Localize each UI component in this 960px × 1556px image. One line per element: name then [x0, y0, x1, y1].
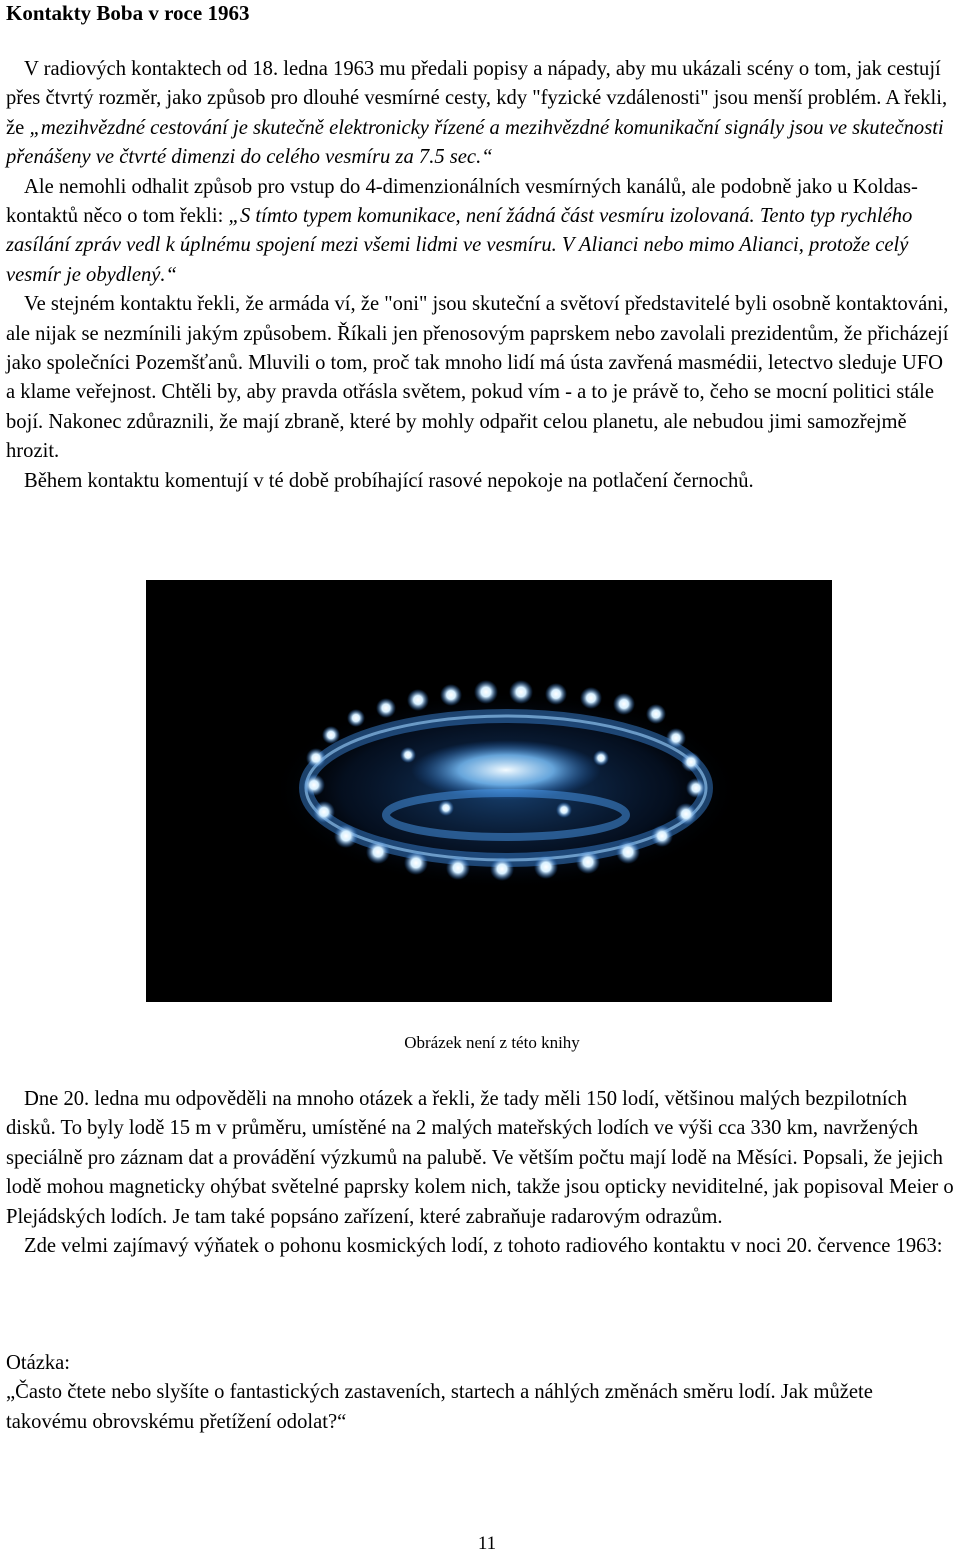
quote-interstellar-travel: „mezihvězdné cestování je skutečně elektronicky řízené a mezihvězdné komunikační signály jsou ve skutečnosti přenášeny ve čtvrté dimenzi do celého vesmíru za 7.5 sec.“: [6, 116, 944, 169]
paragraph-text: V radiových kontaktech od 18. ledna 1963 mu předali popisy a nápady, aby mu ukázali scény o tom, jak cestují přes čtvrtý rozměr, jako způsob pro dlouhé vesmírné cesty, kdy "fyzické vzdálenosti" jsou menší problém. A řekli, že: [6, 58, 948, 139]
paragraph-text: Ale nemohli odhalit způsob pro vstup do 4-dimenzionálních vesmírných kanálů, ale podobně jako u Koldas-kontaktů něco o tom řekli:: [6, 175, 918, 228]
quote-communication: „S tímto typem komunikace, není žádná část vesmíru izolovaná. Tento typ rychlého zasílání zpráv vedl k úplnému spojení mezi všemi lidmi ve vesmíru. V Alianci nebo mimo Alianci, protože celý vesmír je obydlený.“: [6, 205, 913, 286]
question-text: „Často čtete nebo slyšíte o fantastických zastaveních, startech a náhlých změnách směru lodí. Jak můžete takovému obrovskému přetížení odolat?“: [6, 1381, 873, 1433]
paragraph-army: Ve stejném kontaktu řekli, že armáda ví, že "oni" jsou skuteční a světoví představitelé byli osobně kontaktováni, ale nijak se nezmínili jakým způsobem. Říkali jen přenosovým paprskem nebo zavolali prezidentům, že přicházejí jako společníci Pozemšťanů. Mluvili o tom, proč tak mnoho lidí má ústa zavřená masmédii, letectvo sleduje UFO a klame veřejnost. Chtěli by, aby pravda otřásla světem, pokud vím - a to je právě to, čeho se mocní politici stále bojí. Nakonec zdůraznili, že mají zbraně, které by mohly odpařit celou planetu, ale nebudou jimi samozřejmě hrozit.: [6, 293, 949, 463]
page-title: Kontakty Boba v roce 1963: [6, 1, 250, 25]
paragraph-fourth-dimension: [6, 55, 956, 173]
paragraph-ships: Dne 20. ledna mu odpověděli na mnoho otázek a řekli, že tady měli 150 lodí, většinou malých bezpilotních disků. To byly lodě 15 m v průměru, umístěné na 2 malých mateřských lodích ve výši cca 330 km, navržených speciálně pro záznam dat a provádění výzkumů na palubě. Ve větším počtu mají lodě na Měsíci. Popsali, že jejich lodě mohou magneticky ohýbat světelné paprsky kolem nich, takže jsou opticky neviditelné, jak popisoval Meier o Plejádských lodích. Je tam také popsáno zařízení, které zabraňuje radarovým odrazům.: [6, 1088, 954, 1228]
section-question: [6, 1349, 956, 1437]
question-label: Otázka:: [6, 1352, 71, 1374]
paragraph-propulsion-intro: Zde velmi zajímavý výňatek o pohonu kosmických lodí, z tohoto radiového kontaktu v noci 20. července 1963:: [24, 1235, 943, 1258]
paragraph-racial-unrest: Během kontaktu komentují v té době probíhající rasové nepokoje na potlačení černochů.: [24, 469, 754, 492]
page-number: 11: [477, 1533, 497, 1554]
section-january-answers: [6, 1085, 956, 1261]
paragraph-koldas: [6, 173, 956, 291]
ufo-illustration: [146, 580, 832, 1002]
figure-caption: Obrázek není z této knihy: [404, 1033, 580, 1052]
ufo-photo: [146, 580, 832, 1002]
section-bob-contacts: [6, 55, 956, 496]
